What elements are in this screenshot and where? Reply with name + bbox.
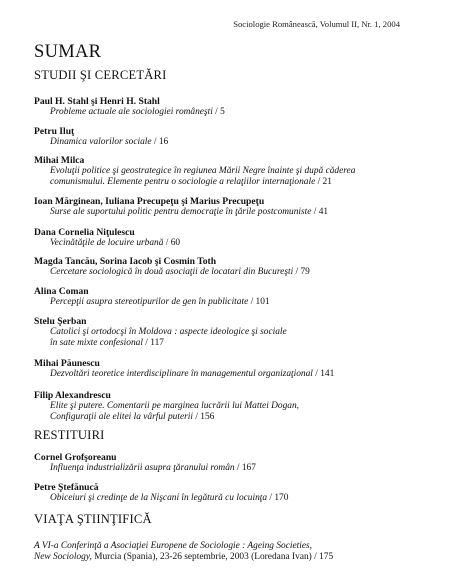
entry-title-text: Dinamica valorilor sociale: [50, 137, 152, 147]
entry-page-ref: / 21: [315, 177, 332, 188]
entry-title-text: Cercetare sociologică în două asociaţii de locatari din Bucureşti: [50, 267, 294, 277]
section-title: VIAŢA ŞTIINŢIFICĂ: [34, 512, 152, 526]
toc-entry[interactable]: [34, 358, 414, 380]
entry-title-text: Dezvoltări teoretice interdisciplinare în managementul organizaţional: [50, 369, 313, 379]
toc-entry[interactable]: [34, 196, 414, 218]
entry-author: Petre Ştefănucă: [34, 482, 99, 493]
toc-entry[interactable]: [34, 452, 414, 474]
entry-author: Alina Coman: [34, 286, 89, 297]
entry-author: Paul H. Stahl şi Henri H. Stahl: [34, 96, 160, 107]
entry-title-line: [34, 338, 414, 349]
entry-title-text: A VI-a Conferinţă a Asociaţiei Europene de Sociologie : Ageing Societies,: [34, 541, 312, 551]
entry-author: Magda Tancău, Sorina Iacob şi Cosmin Toth: [34, 256, 217, 267]
entry-author: Ioan Mărginean, Iuliana Precupeţu şi Marius Precupeţu: [34, 196, 265, 207]
toc-entry[interactable]: [34, 286, 414, 308]
entry-author: Dana Cornelia Niţulescu: [34, 227, 135, 238]
entry-author: Petru Iluţ: [34, 126, 75, 137]
section-title: RESTITUIRI: [34, 428, 105, 442]
entry-author: Mihai Păunescu: [34, 358, 100, 369]
entry-title-text: New Sociology,: [34, 552, 92, 563]
toc-entry[interactable]: [34, 482, 414, 504]
toc-entry[interactable]: [34, 155, 414, 189]
entry-title-text: Configuraţii ale elitei la vârful puterii: [50, 412, 193, 423]
entry-title-line: [34, 297, 414, 308]
entry-title-line: [34, 401, 414, 412]
entry-title-line: [34, 552, 414, 563]
entry-title-text: Vecinătăţile de locuire urbană: [50, 238, 164, 248]
entry-page-ref: / 170: [267, 493, 289, 503]
entry-title-line: [34, 463, 414, 474]
entry-title-text: Probleme actuale ale sociologiei româneşti: [50, 107, 213, 117]
entry-author: Mihai Milca: [34, 155, 85, 166]
entry-title-line: [34, 137, 414, 148]
toc-entry[interactable]: [34, 390, 414, 424]
entry-title-line: [34, 238, 414, 249]
entry-author: Cornel Grofşoreanu: [34, 452, 117, 463]
entry-page-ref: / 117: [142, 338, 164, 349]
entry-title-line: [34, 107, 414, 118]
entry-title-line: [34, 327, 414, 338]
entry-title-line: [34, 177, 414, 188]
entry-title-text: Surse ale suportului politic pentru democraţie în ţările postcomuniste: [50, 207, 312, 217]
entry-page-ref: / 16: [151, 137, 169, 147]
entry-title-line: [34, 166, 414, 177]
entry-page-ref: / 79: [293, 267, 310, 277]
entry-title-line: [34, 541, 414, 552]
toc-title: SUMAR: [34, 42, 102, 62]
entry-title-line: [34, 412, 414, 423]
toc-entry[interactable]: [34, 316, 414, 350]
entry-page-ref: / 141: [312, 369, 335, 379]
entry-title-text: Catolici şi ortodocşi în Moldova : aspecte ideologice şi sociale: [50, 327, 287, 337]
entry-page-ref: / 101: [248, 297, 270, 307]
entry-title-text: comunismului. Elemente pentru o sociologie a relaţiilor internaţionale: [50, 177, 316, 188]
entry-title-line: [34, 267, 414, 278]
entry-title-line: [34, 493, 414, 504]
entry-title-line: [34, 207, 414, 218]
entry-title-text: Elite şi putere. Comentarii pe marginea lucrării lui Mattei Dogan,: [50, 401, 300, 411]
toc-entry[interactable]: [34, 256, 414, 278]
toc-entry[interactable]: [34, 541, 414, 564]
entry-title-text: Evoluţii politice şi geostrategice în regiunea Mării Negre înainte şi după căderea: [50, 166, 356, 176]
entry-page-ref: / 167: [234, 463, 256, 473]
entry-page-ref: / 156: [192, 412, 215, 423]
entry-title-text: Percepţii asupra stereotipurilor de gen în publicitate: [50, 297, 249, 307]
entry-page-ref: / 60: [163, 238, 181, 248]
entry-title-text: Obiceiuri şi credinţe de la Nişcani în legătură cu locuinţa: [50, 493, 268, 503]
running-header: Sociologie Românească, Volumul II, Nr. 1, 2004: [233, 19, 400, 29]
entry-author: Filip Alexandrescu: [34, 390, 111, 401]
entry-page-ref: / 41: [311, 207, 329, 217]
entry-author: Stelu Şerban: [34, 316, 87, 327]
section-title: STUDII ŞI CERCETĂRI: [34, 68, 167, 82]
entry-page-ref: / 5: [212, 107, 225, 117]
entry-title-text: Influenţa industrializării asupra ţăranului român: [50, 463, 235, 473]
toc-entry[interactable]: [34, 96, 414, 118]
entry-title-text: în sate mixte confesional: [50, 338, 143, 349]
entry-page-ref: Murcia (Spania), 23-26 septembrie, 2003 (Loredana Ivan) / 175: [91, 552, 334, 563]
toc-entry[interactable]: [34, 126, 414, 148]
toc-entry[interactable]: [34, 227, 414, 249]
entry-title-line: [34, 369, 414, 380]
